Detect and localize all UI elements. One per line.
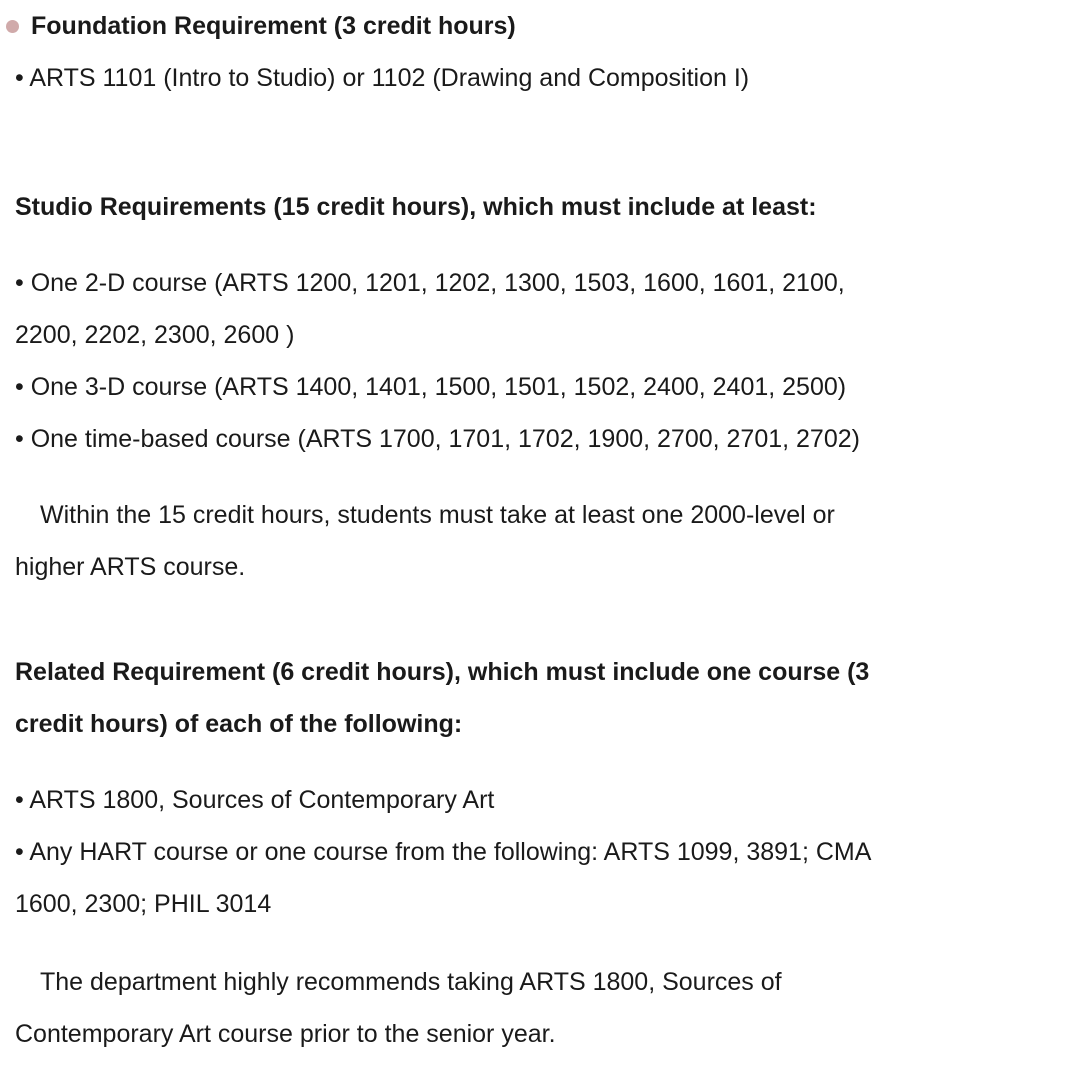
list-bullet-icon — [6, 20, 19, 33]
paragraph-line: higher ARTS course. — [15, 553, 246, 581]
list-item: • ARTS 1101 (Intro to Studio) or 1102 (Drawing and Composition I) — [15, 64, 750, 92]
studio-note-paragraph — [15, 489, 1065, 593]
list-item-continuation: 2200, 2202, 2300, 2600 ) — [15, 321, 295, 349]
studio-requirements-heading — [15, 181, 1065, 233]
related-requirement-heading — [15, 646, 1065, 750]
studio-course-list — [15, 257, 1065, 465]
list-item: • One time-based course (ARTS 1700, 1701, 1702, 1900, 2700, 2701, 2702) — [15, 425, 860, 453]
list-item-continuation: 1600, 2300; PHIL 3014 — [15, 890, 272, 918]
foundation-requirement-heading — [15, 0, 1065, 52]
heading-line: credit hours) of each of the following: — [15, 710, 463, 738]
list-item: • ARTS 1800, Sources of Contemporary Art — [15, 786, 495, 814]
list-item: • One 2-D course (ARTS 1200, 1201, 1202, 1300, 1503, 1600, 1601, 2100, — [15, 269, 845, 297]
heading-line: Studio Requirements (15 credit hours), which must include at least: — [15, 193, 817, 221]
heading-line: Foundation Requirement (3 credit hours) — [31, 12, 516, 40]
paragraph-line: The department highly recommends taking ARTS 1800, Sources of — [40, 968, 782, 996]
related-course-list — [15, 774, 1065, 930]
foundation-course-list — [15, 52, 1065, 104]
heading-line: Related Requirement (6 credit hours), which must include one course (3 — [15, 658, 870, 686]
paragraph-line: Contemporary Art course prior to the senior year. — [15, 1020, 556, 1048]
list-item: • One 3-D course (ARTS 1400, 1401, 1500, 1501, 1502, 2400, 2401, 2500) — [15, 373, 847, 401]
department-recommendation-paragraph — [15, 956, 1065, 1060]
paragraph-line: Within the 15 credit hours, students must take at least one 2000-level or — [40, 501, 835, 529]
list-item: • Any HART course or one course from the following: ARTS 1099, 3891; CMA — [15, 838, 872, 866]
